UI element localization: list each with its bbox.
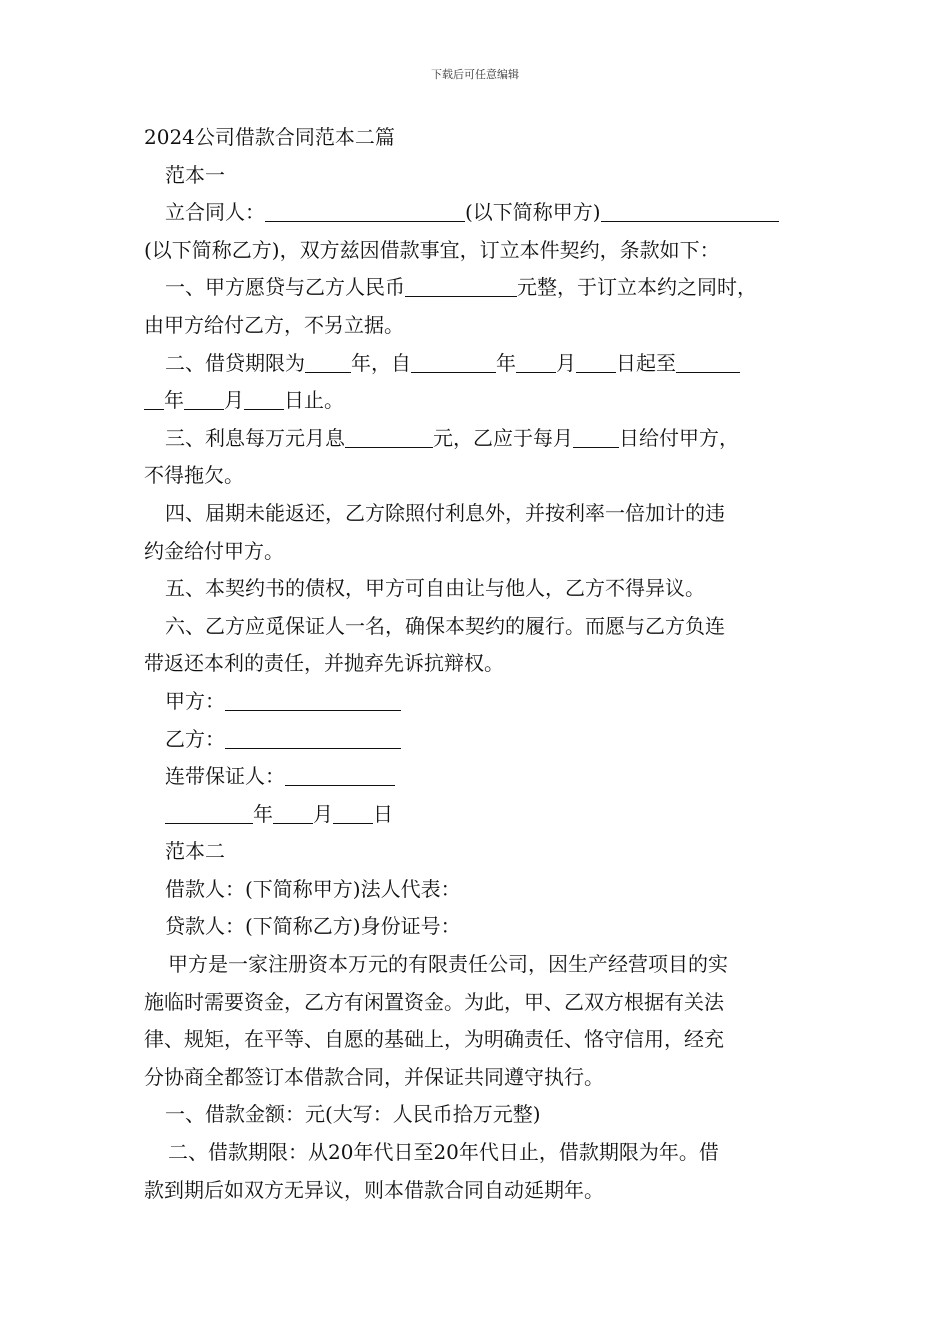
signature-party-a-blank [225, 690, 401, 711]
signature-guarantor-label: 连带保证人： [165, 764, 285, 789]
clause-2-text-c: 年 [496, 350, 516, 375]
article-2-line: 二、借款期限：从20年代日至20年代日止，借款期限为年。借 [168, 1140, 719, 1165]
document-title: 2024公司借款合同范本二篇 [144, 125, 395, 149]
clause-1-text-a: 一、甲方愿贷与乙方人民币 [165, 275, 405, 300]
signature-party-b-blank [225, 728, 401, 749]
clause-6-continuation: 带返还本利的责任，并抛弃先诉抗辩权。 [144, 651, 504, 676]
clause-2-continuation [144, 382, 824, 420]
date-day-label: 日 [373, 801, 393, 826]
clause-1-text-b: 元整，于订立本约之同时， [517, 275, 757, 300]
date-year-label: 年 [253, 801, 273, 826]
intro-line-3: 律、规矩，在平等、自愿的基础上，为明确责任、恪守信用，经充 [144, 1027, 724, 1052]
sample1-heading: 范本一 [165, 162, 225, 187]
end-year-blank-a [676, 352, 740, 373]
clause-2-text-f: 年 [164, 388, 184, 413]
clause-3-line [144, 420, 824, 458]
signature-party-b [144, 721, 824, 759]
parties-line [144, 194, 824, 232]
clause-3-text-c: 日给付甲方， [619, 425, 739, 450]
start-day-blank [576, 352, 616, 373]
lender-line: 贷款人：(下简称乙方)身份证号： [165, 914, 461, 939]
party-b-blank [601, 201, 779, 222]
signature-guarantor [144, 758, 824, 796]
clause-6-line: 六、乙方应觅保证人一名，确保本契约的履行。而愿与乙方负连 [165, 613, 725, 638]
clause-3-continuation: 不得拖欠。 [144, 463, 244, 488]
intro-line-1: 甲方是一家注册资本万元的有限责任公司，因生产经营项目的实 [168, 952, 728, 977]
borrower-line: 借款人：(下简称甲方)法人代表： [165, 876, 461, 901]
clause-1-line [144, 269, 824, 307]
clause-2-line [144, 345, 824, 383]
pay-day-blank [573, 427, 619, 448]
clause-3-text-a: 三、利息每万元月息 [165, 425, 345, 450]
clause-3-text-b: 元，乙应于每月 [433, 425, 573, 450]
party-a-blank [265, 201, 465, 222]
clause-5-line: 五、本契约书的债权，甲方可自由让与他人，乙方不得异议。 [165, 576, 705, 601]
date-day-blank [333, 803, 373, 824]
clause-2-text-b: 年，自 [351, 350, 411, 375]
start-year-blank [411, 352, 496, 373]
parties-prefix: 立合同人： [165, 200, 265, 225]
clause-1-continuation: 由甲方给付乙方，不另立据。 [144, 312, 404, 337]
clause-2-text-e: 日起至 [616, 350, 676, 375]
sample2-heading: 范本二 [165, 839, 225, 864]
contract-document [144, 119, 824, 1209]
start-month-blank [516, 352, 556, 373]
signature-party-a-label: 甲方： [165, 688, 225, 713]
date-month-label: 月 [313, 801, 333, 826]
clause-2-text-d: 月 [556, 350, 576, 375]
signature-date [144, 796, 824, 834]
amount-blank [405, 276, 517, 297]
intro-line-4: 分协商全都签订本借款合同，并保证共同遵守执行。 [144, 1064, 604, 1089]
clause-4-continuation: 约金给付甲方。 [144, 538, 284, 563]
signature-party-b-label: 乙方： [165, 726, 225, 751]
signature-guarantor-blank [285, 765, 395, 786]
date-month-blank [273, 803, 313, 824]
clause-4-line: 四、届期未能返还，乙方除照付利息外，并按利率一倍加计的违 [165, 500, 725, 525]
signature-party-a [144, 683, 824, 721]
parties-continuation: (以下简称乙方)，双方兹因借款事宜，订立本件契约，条款如下： [144, 237, 720, 262]
end-month-blank [184, 389, 224, 410]
end-day-blank [244, 389, 284, 410]
parties-mid: (以下简称甲方) [465, 200, 601, 225]
date-year-blank [165, 803, 253, 824]
end-year-blank-b [144, 389, 164, 410]
interest-blank [345, 427, 433, 448]
article-2-continuation: 款到期后如双方无异议，则本借款合同自动延期年。 [144, 1177, 604, 1202]
term-years-blank [305, 352, 351, 373]
page-header-note: 下载后可任意编辑 [431, 68, 519, 81]
clause-2-text-g: 月 [224, 388, 244, 413]
clause-2-text-h: 日止。 [284, 388, 344, 413]
clause-2-text-a: 二、借贷期限为 [165, 350, 305, 375]
article-1-line: 一、借款金额：元(大写：人民币拾万元整) [165, 1102, 541, 1127]
intro-line-2: 施临时需要资金，乙方有闲置资金。为此，甲、乙双方根据有关法 [144, 989, 724, 1014]
